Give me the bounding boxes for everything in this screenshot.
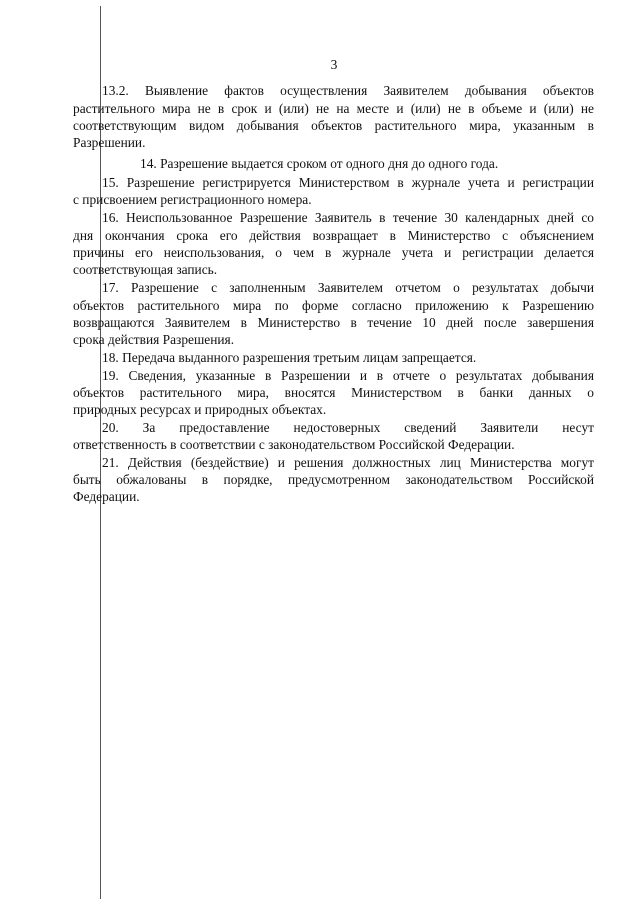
page-number: 3: [330, 57, 338, 72]
text-line: причины его неиспользования, о чем в журнале учета и регистрации делается: [73, 245, 594, 260]
text-line: Разрешении.: [73, 135, 146, 150]
text-line: ответственность в соответствии с законодательством Российской Федерации.: [73, 437, 515, 452]
text-line: возвращаются Заявителем в Министерство в течение 10 дней после завершения: [73, 315, 594, 330]
text-line: 15. Разрешение регистрируется Министерством в журнале учета и регистрации: [102, 175, 594, 190]
text-line: 16. Неиспользованное Разрешение Заявитель в течение 30 календарных дней со: [102, 210, 594, 225]
text-line: с присвоением регистрационного номера.: [73, 192, 312, 207]
text-line: природных ресурсах и природных объектах.: [73, 402, 327, 417]
text-line: 20. За предоставление недостоверных сведений Заявители несут: [102, 420, 594, 435]
text-line: 18. Передача выданного разрешения третьим лицам запрещается.: [102, 350, 477, 365]
text-line: соответствующим видом добывания объектов растительного мира, указанным в: [73, 118, 594, 133]
text-line: Федерации.: [73, 489, 140, 504]
text-line: быть обжалованы в порядке, предусмотренном законодательством Российской: [73, 472, 594, 487]
text-line: объектов растительного мира, вносятся Министерством в банки данных о: [73, 385, 594, 400]
text-line: дня окончания срока его действия возвращает в Министерство с объяснением: [73, 228, 594, 243]
text-line: объектов растительного мира по форме согласно приложению к Разрешению: [73, 298, 594, 313]
text-line: 14. Разрешение выдается сроком от одного дня до одного года.: [140, 156, 499, 171]
text-line: 13.2. Выявление фактов осуществления Заявителем добывания объектов: [102, 83, 594, 98]
text-line: 19. Сведения, указанные в Разрешении и в отчете о результатах добывания: [102, 368, 594, 383]
text-line: растительного мира не в срок и (или) не на месте и (или) не в объеме и (или) не: [73, 101, 594, 116]
text-line: 17. Разрешение с заполненным Заявителем отчетом о результатах добычи: [102, 280, 594, 295]
text-line: срока действия Разрешения.: [73, 332, 235, 347]
text-line: 21. Действия (бездействие) и решения должностных лиц Министерства могут: [102, 455, 594, 470]
text-line: соответствующая запись.: [73, 262, 218, 277]
